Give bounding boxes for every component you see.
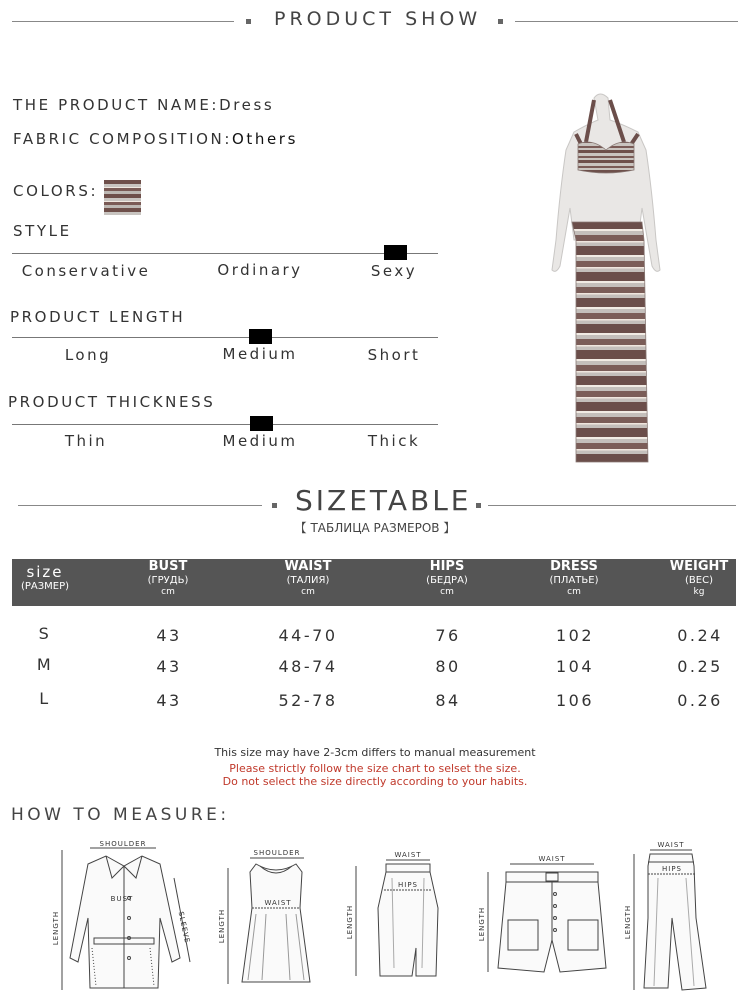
cell-weight: 0.24 xyxy=(677,626,723,645)
cell-dress: 104 xyxy=(555,657,595,676)
jacket-measure-figure xyxy=(50,838,200,998)
cell-size: M xyxy=(36,655,54,674)
col-weight-ru: (ВЕС) xyxy=(685,575,713,586)
col-hips-ru: (БЕДРА) xyxy=(426,575,468,586)
col-bust-ru: (ГРУДЬ) xyxy=(147,575,189,586)
length-option-short: Short xyxy=(367,346,421,364)
length-option-long: Long xyxy=(64,346,112,364)
cell-waist: 52-78 xyxy=(278,691,338,710)
header-left-square xyxy=(246,19,251,24)
thickness-scale-line xyxy=(12,424,438,425)
shorts-waist-label: WAIST xyxy=(538,855,566,863)
col-weight xyxy=(670,559,728,597)
pants-waist-label: WAIST xyxy=(657,841,685,849)
note-warning-2: Do not select the size directly according to your habits. xyxy=(222,775,528,788)
product-name-row xyxy=(13,96,274,114)
col-waist-unit: cm xyxy=(301,587,315,597)
length-marker xyxy=(249,329,272,344)
cell-waist: 48-74 xyxy=(278,657,338,676)
col-waist-main: WAIST xyxy=(284,559,332,574)
col-weight-main: WEIGHT xyxy=(669,559,729,574)
cell-weight: 0.26 xyxy=(677,691,723,710)
size-table-header xyxy=(12,559,736,606)
style-marker xyxy=(384,245,407,260)
sizetable-title: SIZETABLE xyxy=(295,484,472,517)
cell-bust: 43 xyxy=(156,626,182,645)
col-hips xyxy=(426,559,468,597)
sizetable-subtitle: 【 ТАБЛИЦА РАЗМЕРОВ 】 xyxy=(294,521,456,535)
dress-waist-label: WAIST xyxy=(264,899,292,907)
pants-hips-label: HIPS xyxy=(662,865,682,873)
length-option-medium: Medium xyxy=(222,345,298,363)
col-size-main: size xyxy=(26,563,64,581)
pants-length-label: LENGTH xyxy=(624,904,632,940)
page-title: PRODUCT SHOW xyxy=(274,8,482,30)
col-size xyxy=(21,563,69,593)
col-dress-main: DRESS xyxy=(550,559,598,574)
product-name-label: THE PRODUCT NAME: xyxy=(13,96,220,114)
thickness-marker xyxy=(250,416,273,431)
thickness-option-medium: Medium xyxy=(222,432,298,450)
col-dress-unit: cm xyxy=(567,587,581,597)
sizetable-left-rule xyxy=(18,505,262,506)
style-option-sexy: Sexy xyxy=(370,262,418,280)
note-warning-1: Please strictly follow the size chart to selset the size. xyxy=(229,762,521,775)
col-dress xyxy=(550,559,599,597)
sizetable-left-square xyxy=(272,503,277,508)
col-bust xyxy=(148,559,189,597)
colors-label: COLORS: xyxy=(13,182,99,200)
skirt-waist-label: WAIST xyxy=(394,851,422,859)
cell-size: L xyxy=(39,689,51,708)
dress-length-label: LENGTH xyxy=(218,908,226,944)
sizetable-right-square xyxy=(476,503,481,508)
skirt-measure-figure xyxy=(344,848,444,988)
col-hips-main: HIPS xyxy=(429,559,465,574)
style-title: STYLE xyxy=(13,222,72,240)
col-size-ru: (РАЗМЕР) xyxy=(20,581,70,592)
note-measurement: This size may have 2-3cm differs to manual measurement xyxy=(214,746,536,759)
style-option-conservative: Conservative xyxy=(21,262,151,280)
cell-hips: 84 xyxy=(435,691,461,710)
col-dress-ru: (ПЛАТЬЕ) xyxy=(549,575,599,586)
cell-weight: 0.25 xyxy=(677,657,723,676)
thickness-title: PRODUCT THICKNESS xyxy=(8,393,216,411)
fabric-value: Others xyxy=(231,130,298,148)
cell-bust: 43 xyxy=(156,691,182,710)
jacket-length-label: LENGTH xyxy=(52,910,60,946)
jacket-sleeve-label: SLEEVE xyxy=(176,910,192,945)
shorts-length-label: LENGTH xyxy=(478,906,486,942)
col-waist-ru: (ТАЛИЯ) xyxy=(286,575,330,586)
dress-shoulder-label: SHOULDER xyxy=(253,849,301,857)
col-weight-unit: kg xyxy=(693,587,705,597)
jacket-shoulder-label: SHOULDER xyxy=(99,840,147,848)
cell-dress: 102 xyxy=(555,626,595,645)
sizetable-right-rule xyxy=(488,505,736,506)
jacket-bust-label: BUST xyxy=(110,895,134,903)
cell-size: S xyxy=(38,624,52,643)
style-scale-line xyxy=(12,253,438,254)
fabric-row xyxy=(13,130,298,148)
skirt-length-label: LENGTH xyxy=(346,904,354,940)
col-hips-unit: cm xyxy=(440,587,454,597)
product-name-value: Dress xyxy=(219,96,275,114)
cell-bust: 43 xyxy=(156,657,182,676)
cell-hips: 76 xyxy=(435,626,461,645)
thickness-option-thick: Thick xyxy=(367,432,421,450)
header-left-rule xyxy=(12,21,234,22)
header-right-rule xyxy=(515,21,738,22)
color-swatch[interactable] xyxy=(104,180,141,215)
header-right-square xyxy=(498,19,503,24)
cell-hips: 80 xyxy=(435,657,461,676)
col-waist xyxy=(285,559,332,597)
dress-measure-figure xyxy=(216,842,316,992)
col-bust-main: BUST xyxy=(148,559,188,574)
thickness-option-thin: Thin xyxy=(64,432,108,450)
style-option-ordinary: Ordinary xyxy=(217,261,303,279)
how-to-measure-title: HOW TO MEASURE: xyxy=(11,805,230,825)
skirt-hips-label: HIPS xyxy=(398,881,418,889)
shorts-measure-figure xyxy=(476,850,616,980)
length-title: PRODUCT LENGTH xyxy=(10,308,186,326)
cell-waist: 44-70 xyxy=(278,626,338,645)
pants-measure-figure xyxy=(622,838,732,998)
fabric-label: FABRIC COMPOSITION: xyxy=(13,130,232,148)
length-scale-line xyxy=(12,337,438,338)
product-photo xyxy=(530,90,690,470)
col-bust-unit: cm xyxy=(161,587,175,597)
cell-dress: 106 xyxy=(555,691,595,710)
